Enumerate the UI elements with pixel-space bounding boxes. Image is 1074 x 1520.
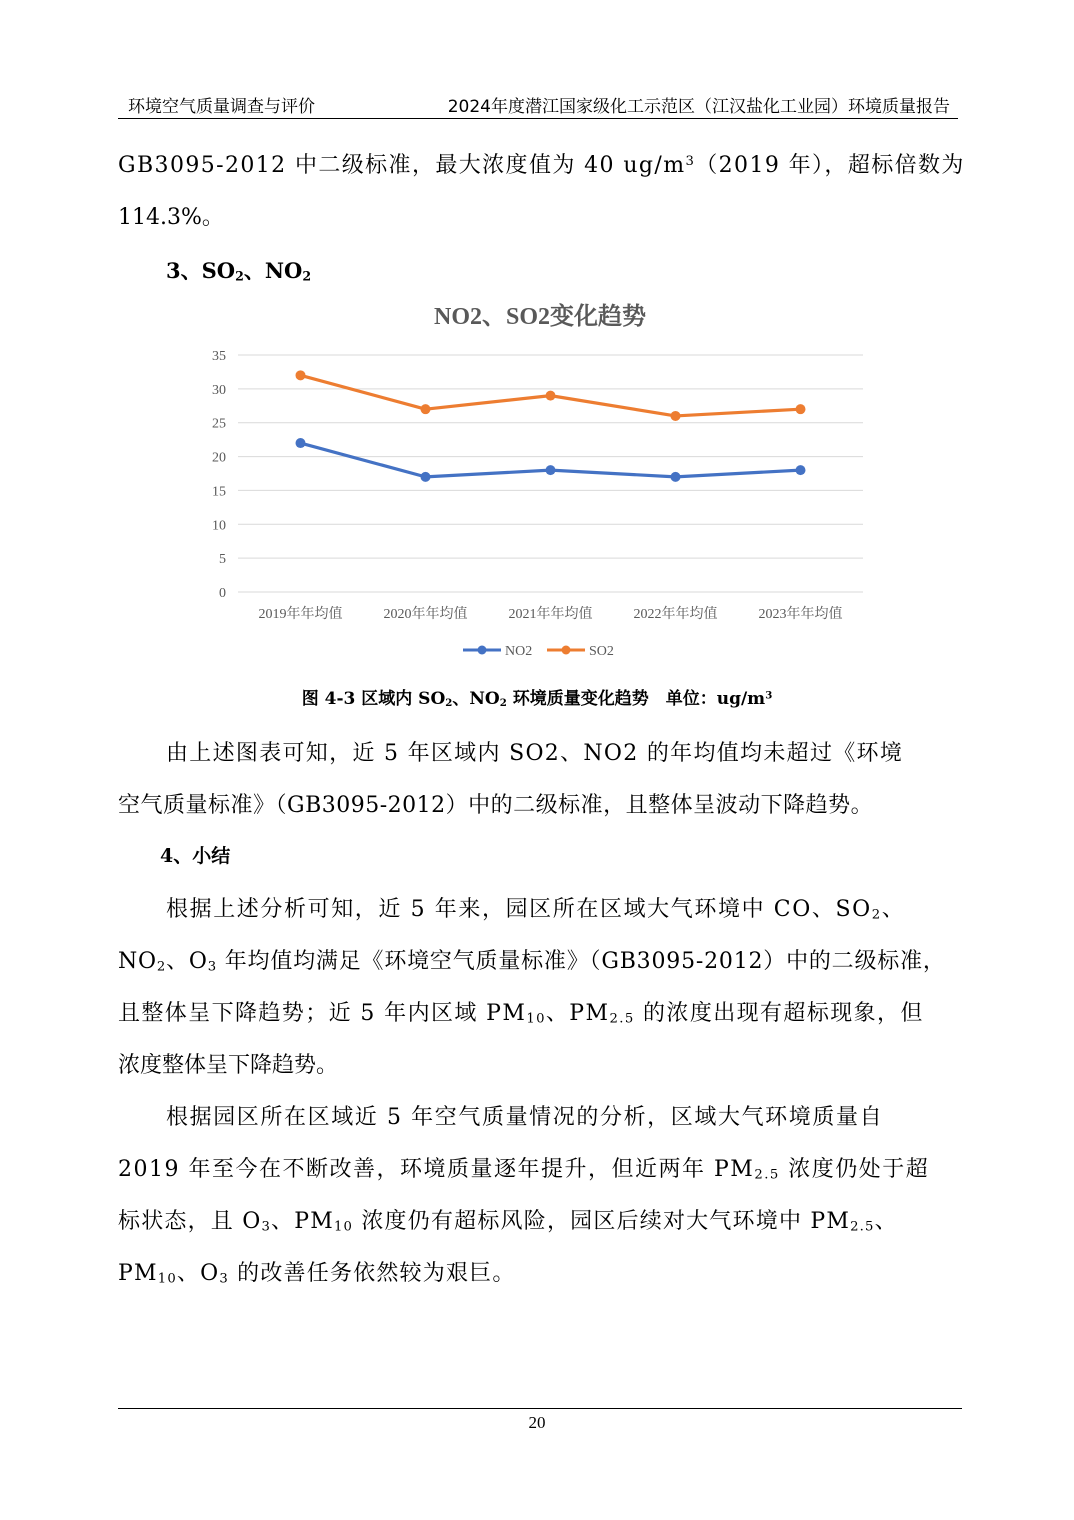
paragraph-line-6: $NO_2$、$O_3$ 年均值均满足《环境空气质量标准》（GB3095-2012）中的二级标准， — [118, 949, 946, 975]
paragraph-line-8: 浓度整体呈下降趋势。 — [118, 1053, 339, 1078]
y-tick-label: 5 — [219, 552, 226, 568]
data-point-no2 — [671, 472, 681, 482]
legend-marker-so2 — [562, 646, 571, 655]
y-tick-label: 25 — [212, 416, 226, 432]
header-section-title: 环境空气质量调查与评价 — [128, 97, 315, 117]
legend-label-no2: NO2 — [505, 644, 533, 659]
legend-label-so2: SO2 — [589, 644, 614, 659]
figure-caption: 图 4-3 区域内 $SO_2$、$NO_2$ 环境质量变化趋势 单位：$ug/m^3$ — [301, 689, 773, 710]
x-tick-label: 2023年年均值 — [758, 607, 843, 622]
paragraph-line-3: 由上述图表可知，近 5 年区域内 SO2、NO2 的年均值均未超过《环境 — [166, 741, 904, 766]
trend-chart — [200, 292, 880, 672]
paragraph-line-12: $PM_{10}$、$O_3$ 的改善任务依然较为艰巨。 — [118, 1261, 516, 1287]
data-point-so2 — [296, 370, 306, 380]
chart-svg — [200, 292, 880, 672]
y-tick-label: 20 — [212, 450, 226, 466]
y-tick-label: 30 — [212, 382, 226, 398]
section-heading-so2-no2: 3、$SO_2$、$NO_2$ — [166, 258, 312, 284]
paragraph-line-2: 114.3%。 — [118, 205, 224, 230]
paragraph-line-9: 根据园区所在区域近 5 年空气质量情况的分析，区域大气环境质量自 — [166, 1105, 884, 1130]
paragraph-line-7: 且整体呈下降趋势；近 5 年内区域 $PM_{10}$、$PM_{2.5}$ 的浓度出现有超标现象，但 — [118, 1001, 924, 1027]
data-point-no2 — [796, 465, 806, 475]
section-heading-summary: 4、小结 — [160, 845, 231, 867]
legend-marker-no2 — [478, 646, 487, 655]
x-tick-label: 2019年年均值 — [258, 607, 343, 622]
paragraph-line-1: GB3095-2012 中二级标准，最大浓度值为 40 $ug/m^3(2019$ 年），超标倍数为 — [118, 153, 965, 178]
x-tick-label: 2021年年均值 — [508, 607, 593, 622]
data-point-so2 — [671, 411, 681, 421]
paragraph-line-10: 2019 年至今在不断改善，环境质量逐年提升，但近两年 $PM_{2.5}$ 浓度仍处于超 — [118, 1157, 930, 1183]
x-tick-label: 2022年年均值 — [633, 607, 718, 622]
paragraph-line-4: 空气质量标准》（GB3095-2012）中的二级标准，且整体呈波动下降趋势。 — [118, 793, 874, 818]
page-number: 20 — [528, 1413, 546, 1432]
header-report-title: 2024年度潜江国家级化工示范区（江汉盐化工业园）环境质量报告 — [447, 97, 950, 117]
y-tick-label: 10 — [212, 518, 226, 534]
y-tick-label: 15 — [212, 484, 226, 500]
x-tick-label: 2020年年均值 — [383, 607, 468, 622]
y-tick-label: 35 — [212, 349, 226, 364]
data-point-no2 — [421, 472, 431, 482]
paragraph-line-11: 标状态，且 $O_3$、$PM_{10}$ 浓度仍有超标风险，园区后续对大气环境中 $PM_{2.5}$、 — [118, 1209, 898, 1235]
y-tick-label: 0 — [219, 586, 226, 601]
data-point-so2 — [546, 391, 556, 401]
page-header — [118, 90, 958, 119]
data-point-so2 — [421, 404, 431, 414]
chart-title: NO2、SO2变化趋势 — [433, 304, 647, 330]
data-point-no2 — [546, 465, 556, 475]
data-point-so2 — [796, 404, 806, 414]
footer-divider — [118, 1408, 962, 1409]
data-point-no2 — [296, 438, 306, 448]
paragraph-line-5: 根据上述分析可知，近 5 年来，园区所在区域大气环境中 CO、$SO_2$、 — [166, 897, 906, 923]
